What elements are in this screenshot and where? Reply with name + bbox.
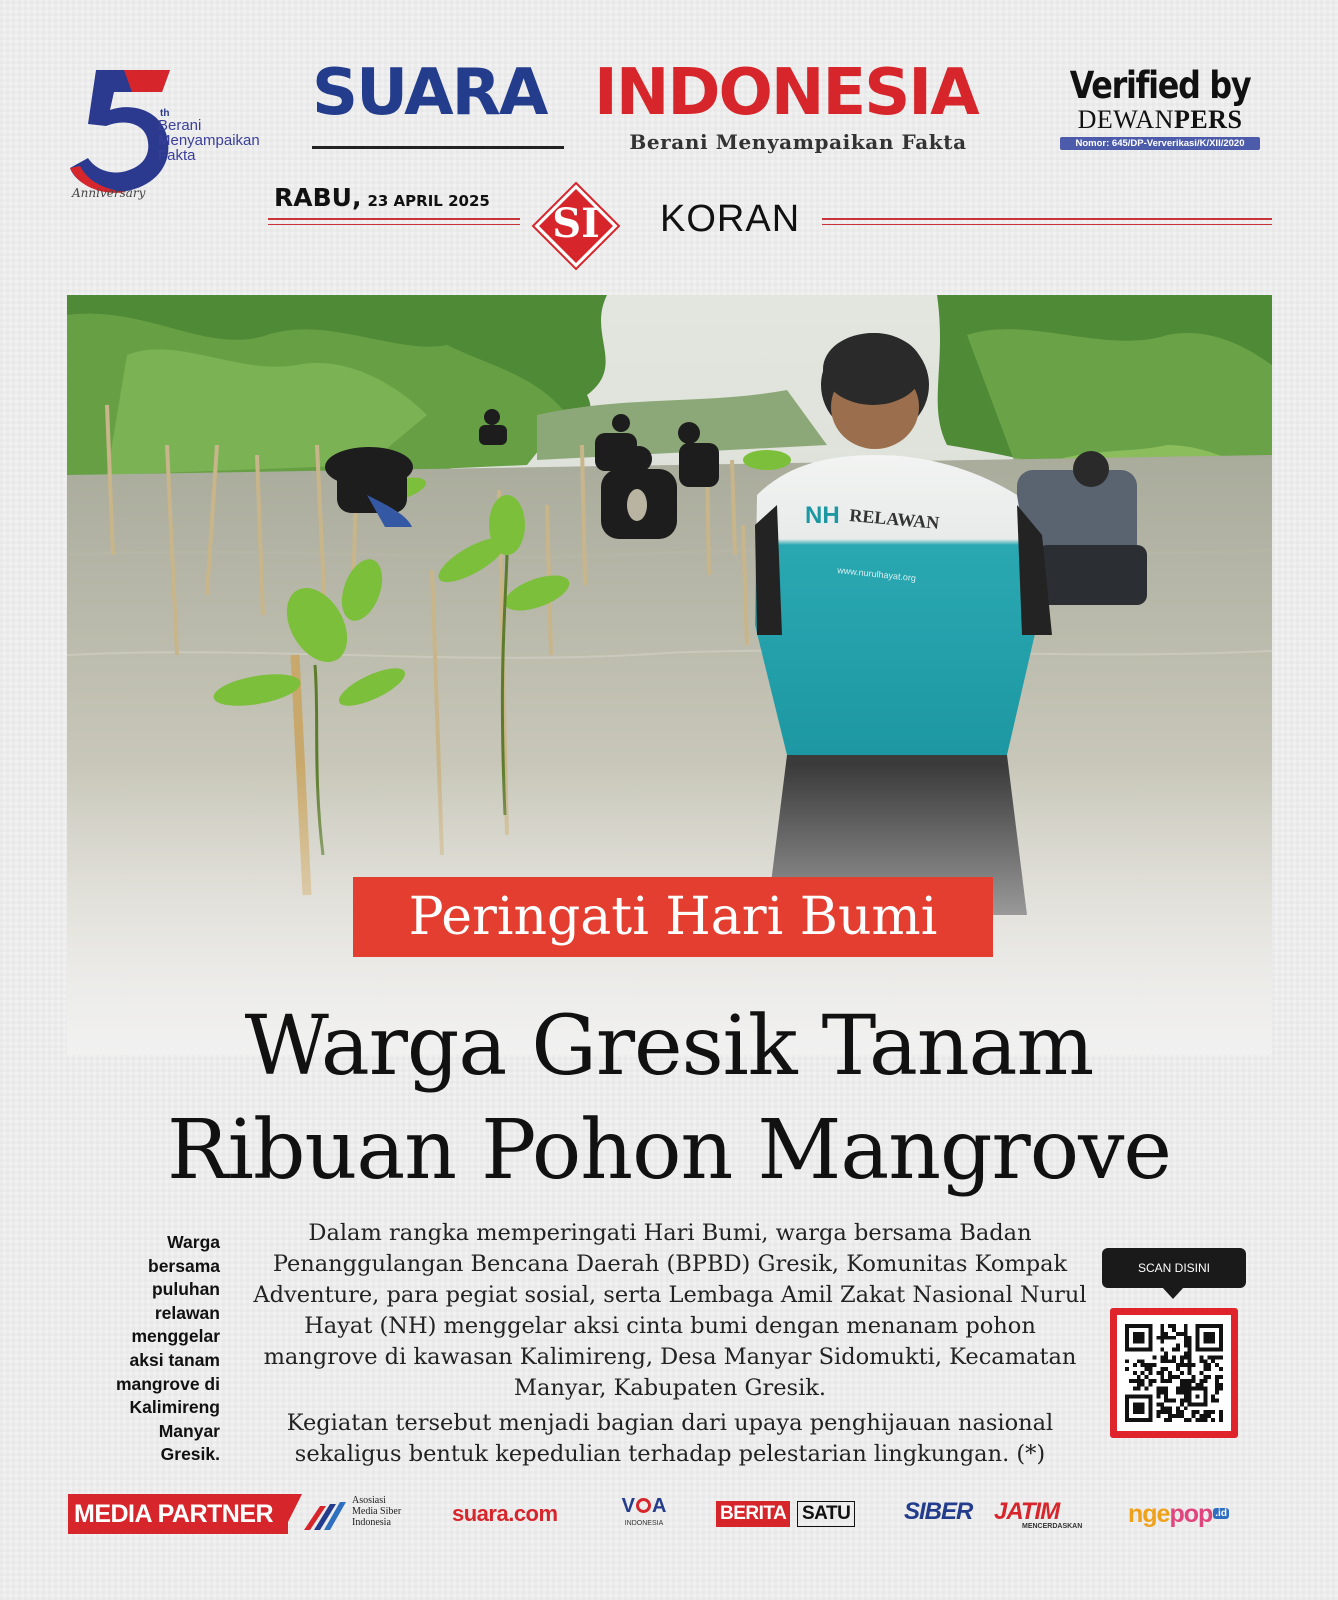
masthead-rule bbox=[312, 146, 564, 149]
anniversary-ordinal: th bbox=[160, 108, 170, 119]
partner-amsi-logo[interactable] bbox=[302, 1494, 432, 1534]
issue-day: RABU, bbox=[274, 183, 362, 212]
voa-mark: V A bbox=[621, 1495, 667, 1517]
masthead bbox=[312, 56, 1032, 156]
partner-suara-logo[interactable]: suara.com bbox=[452, 1501, 558, 1526]
article-paragraph-1: Dalam rangka memperingati Hari Bumi, warga bersama Badan Penanggulangan Bencana Daerah (BPBD) Gresik, Komunitas Kompak Adventure, para pegiat sosial, serta Lembaga Amil Zakat Nasional Nurul Hayat (NH) menggelar aksi cinta bumi dengan menanam pohon mangrove di kawasan Kalimireng, Desa Manyar Sidomukti, Kecamatan Manyar, Kabupaten Gresik. bbox=[253, 1220, 1087, 1401]
headline-line-2: Ribuan Pohon Mangrove bbox=[167, 1103, 1171, 1198]
verified-badge bbox=[1054, 66, 1266, 162]
date-rule-left-thin bbox=[268, 224, 520, 225]
partner-siberjatim-logo[interactable]: SIBER JATIM MENCERDASKAN bbox=[904, 1498, 1083, 1530]
edition-label: KORAN bbox=[660, 198, 801, 240]
media-partner-label-edge bbox=[282, 1494, 302, 1534]
article-kicker: Peringati Hari Bumi bbox=[353, 877, 993, 957]
issue-date bbox=[274, 183, 490, 212]
verified-title: Verified by bbox=[1069, 64, 1251, 107]
anniversary-signature: Anniversary bbox=[72, 186, 146, 200]
date-rule-right bbox=[822, 218, 1272, 220]
dewan-pers-label: DEWANPERS bbox=[1077, 105, 1243, 134]
article-headline bbox=[60, 995, 1278, 1203]
si-badge bbox=[531, 181, 621, 271]
date-rule-right-thin bbox=[822, 224, 1272, 225]
vest-brand: NH bbox=[805, 502, 840, 529]
amsi-text: Asosiasi Media Siber Indonesia bbox=[352, 1495, 402, 1528]
qr-code-icon bbox=[1125, 1323, 1223, 1423]
media-partners bbox=[68, 1494, 1270, 1534]
si-badge-text: SI bbox=[552, 200, 600, 247]
anniversary-tagline: Berani Menyampaikan Fakta bbox=[158, 117, 260, 164]
issue-full-date: 23 APRIL 2025 bbox=[367, 192, 490, 210]
masthead-slogan: Berani Menyampaikan Fakta bbox=[629, 130, 967, 154]
anniversary-logo bbox=[66, 62, 296, 212]
vest-label: RELAWAN bbox=[848, 505, 941, 533]
verification-number: Nomor: 645/DP-Ververikasi/K/XII/2020 bbox=[1060, 137, 1260, 150]
voa-o-icon bbox=[636, 1498, 651, 1513]
partner-voa-logo[interactable] bbox=[612, 1494, 676, 1534]
voa-sub: INDONESIA bbox=[624, 1520, 664, 1527]
partner-ngepop-logo[interactable]: ngepop $^{.id}$ bbox=[1128, 1500, 1227, 1528]
vest-url: www.nurulhayat.org bbox=[836, 565, 917, 584]
amsi-stripes-icon bbox=[302, 1496, 352, 1532]
media-partner-label: MEDIA PARTNER bbox=[68, 1494, 288, 1534]
masthead-name-indonesia: INDONESIA bbox=[594, 56, 978, 130]
partner-beritasatu-logo[interactable]: BERITA SATU bbox=[716, 1494, 876, 1534]
article-paragraph-2: Kegiatan tersebut menjadi bagian dari upaya penghijauan nasional sekaligus bentuk kepedulian terhadap pelestarian lingkungan. (*) bbox=[286, 1410, 1054, 1467]
photo-caption: Warga bersama puluhan relawan menggelar aksi tanam mangrove di Kalimireng Manyar Gresik. bbox=[115, 1232, 220, 1465]
article-body bbox=[250, 1218, 1090, 1474]
scan-label: SCAN DISINI bbox=[1102, 1248, 1246, 1288]
qr-code[interactable] bbox=[1110, 1308, 1238, 1438]
scan-pointer-icon bbox=[1162, 1287, 1184, 1299]
headline-line-1: Warga Gresik Tanam bbox=[244, 999, 1094, 1094]
masthead-name-suara: SUARA bbox=[312, 56, 547, 130]
date-rule-left bbox=[268, 218, 520, 220]
